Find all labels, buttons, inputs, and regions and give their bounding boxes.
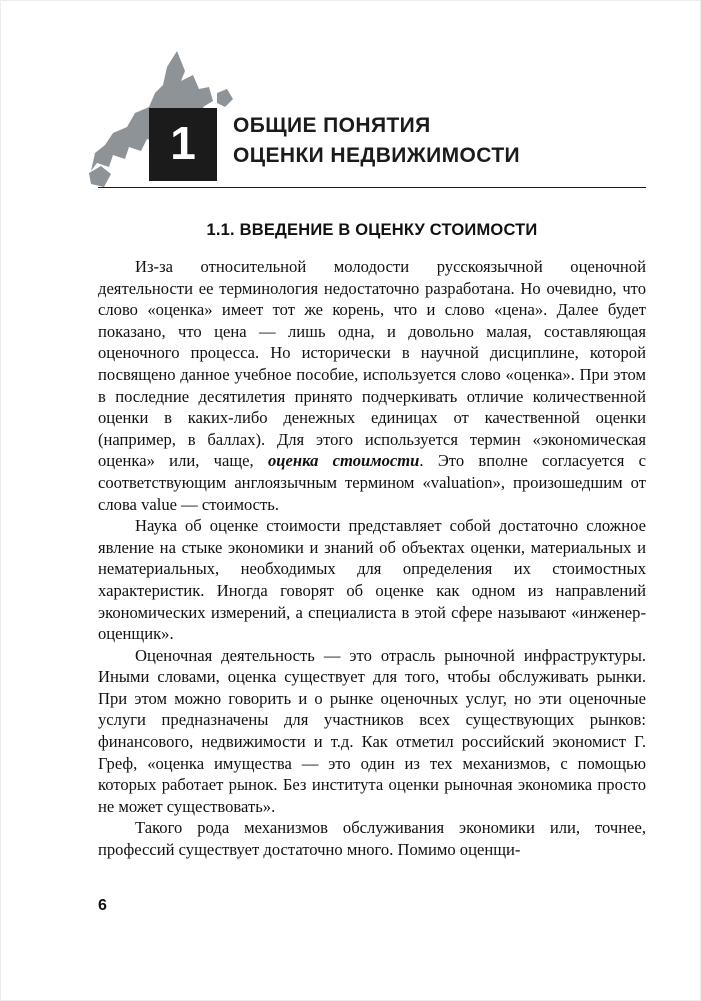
paragraph-1-emphasis: оценка стоимости	[267, 451, 420, 471]
chapter-title-line2: ОЦЕНКИ НЕДВИЖИМОСТИ	[233, 144, 521, 167]
header-rule	[98, 187, 646, 188]
page-content	[98, 221, 646, 861]
page-number: 6	[98, 897, 107, 914]
paragraph-1-text-b: . Это вполне согласуется с соответствующим англоязычным термином «valuation», произошедшим от слова value — стоимость.	[98, 451, 646, 514]
chapter-title-line1: ОБЩИЕ ПОНЯТИЯ	[233, 114, 431, 137]
chapter-number-box	[149, 108, 217, 181]
paragraph-1-text-a: Из-за относительной молодости русскоязычной оценочной деятельности ее терминология недостаточно разработана. Но очевидно, что слово «оценка» имеет тот же корень, что и слово «цена». Далее будет показано, что цена — лишь одна, и довольно малая, составляющая оценочного процесса. Но исторически в научной дисциплине, которой посвящено данное учебное пособие, используется слово «оценка». При этом в последние десятилетия принято подчеркивать отличие количественной оценки в каких-либо денежных единицах от качественной оценки (например, в баллах). Для этого используется термин «экономическая оценка» или, чаще,	[98, 257, 646, 471]
paragraph-4: Такого рода механизмов обслуживания экономики или, точнее, профессий существует достаточно много. Помимо оценщи-	[98, 818, 646, 860]
chapter-number: 1	[170, 116, 196, 169]
section-heading: 1.1. ВВЕДЕНИЕ В ОЦЕНКУ СТОИМОСТИ	[206, 221, 538, 239]
paragraph-1	[98, 256, 646, 515]
chapter-header	[1, 1, 700, 201]
paragraph-2: Наука об оценке стоимости представляет собой достаточно сложное явление на стыке экономики и знаний об объектах оценки, материальных и нематериальных, необходимых для определения их стоимостных характеристик. Иногда говорят об оценке как одном из направлений экономических измерений, а специалиста в этой сфере называют «инженер-оценщик».	[98, 516, 646, 644]
chapter-title	[233, 111, 520, 171]
paragraph-3: Оценочная деятельность — это отрасль рыночной инфраструктуры. Иными словами, оценка существует для того, чтобы обслуживать рынки. При этом можно говорить и о рынке оценочных услуг, но эти оценочные услуги предназначены для участников всех существующих рынков: финансового, недвижимости и т.д. Как отметил российский экономист Г. Греф, «оценка имущества — это один из тех механизмов, с помощью которых работает рынок. Без института оценки рыночная экономика просто не может существовать».	[98, 645, 646, 816]
